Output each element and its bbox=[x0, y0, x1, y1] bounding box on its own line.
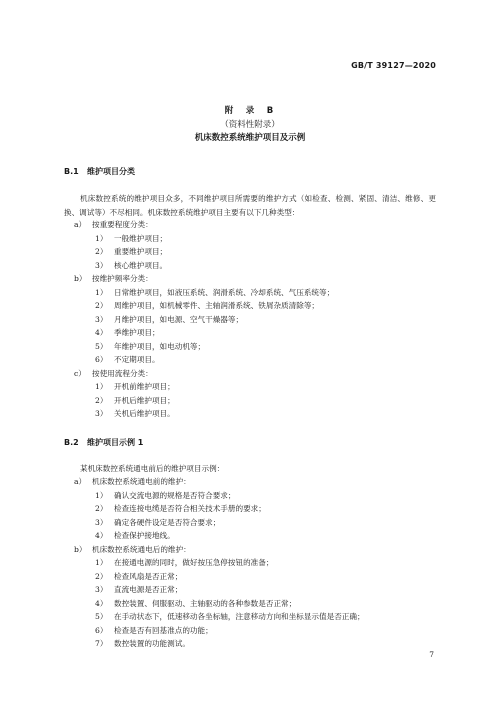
list-text: 按重要程度分类： bbox=[92, 220, 153, 229]
list-text: 不定期项目。 bbox=[114, 355, 160, 364]
list-item bbox=[0, 218, 440, 232]
list-text: 重要维护项目； bbox=[114, 247, 168, 256]
list-text: 周维护项目，如机械零件、主轴润滑系统、铁屑杂质清除等； bbox=[114, 301, 320, 310]
section-heading-b2 bbox=[64, 437, 143, 448]
list-marker: 1） bbox=[95, 382, 108, 391]
list-item bbox=[0, 624, 440, 638]
list-marker: 3） bbox=[95, 314, 108, 324]
list-marker: 5） bbox=[95, 341, 108, 351]
annex-type: （资料性附录） bbox=[220, 120, 280, 130]
list-item bbox=[0, 232, 440, 246]
list-text: 机床数控系统通电后的维护： bbox=[92, 544, 191, 554]
section-b2-intro: 某机床数控系统通电前后的维护项目示例： bbox=[80, 464, 225, 473]
list-text: 在接通电源的同时，做好按压急停按钮的准备； bbox=[114, 558, 274, 567]
list-item bbox=[0, 353, 440, 367]
annex-name: 机床数控系统维护项目及示例 bbox=[194, 133, 306, 143]
section-heading-b1 bbox=[64, 166, 135, 177]
list-item bbox=[0, 543, 440, 557]
list-text: 检查连接电缆是否符合相关技术手册的要求； bbox=[114, 504, 266, 513]
list-marker: a） bbox=[74, 220, 87, 229]
list-marker: 1） bbox=[95, 233, 108, 243]
list-item bbox=[0, 475, 440, 489]
list-marker: 1） bbox=[95, 558, 108, 567]
list-text: 直流电源是否正常； bbox=[114, 585, 183, 594]
list-marker: 3） bbox=[95, 517, 108, 527]
section-b2-list bbox=[0, 475, 440, 651]
list-text: 按使用流程分类： bbox=[92, 368, 153, 378]
list-text: 检查风扇是否正常； bbox=[114, 571, 183, 581]
list-marker: 6） bbox=[95, 625, 108, 635]
list-text: 开机后维护项目； bbox=[114, 395, 175, 405]
list-text: 检查保护接地线。 bbox=[114, 531, 175, 540]
section-title: 维护项目示例 1 bbox=[87, 438, 144, 447]
list-marker: b） bbox=[74, 544, 87, 554]
list-marker: 2） bbox=[95, 571, 108, 581]
list-marker: 4） bbox=[95, 598, 108, 608]
list-item bbox=[0, 245, 440, 259]
list-item bbox=[0, 286, 440, 300]
list-marker: 2） bbox=[95, 247, 108, 256]
section-number: B.2 bbox=[64, 438, 79, 447]
list-item bbox=[0, 502, 440, 516]
section-b1-intro: 机床数控系统的维护项目众多，不同维护项目所需要的维护方式（如检查、检测、紧固、清洁、维修、更换、调试等）不尽相同。机床数控系统维护项目主要有以下几种类型： bbox=[64, 194, 436, 217]
list-item bbox=[0, 556, 440, 570]
list-text: 开机前维护项目； bbox=[114, 382, 175, 391]
list-text: 月维护项目，如电源、空气干燥器等； bbox=[114, 314, 244, 324]
list-text: 确认交流电源的规格是否符合要求； bbox=[114, 490, 236, 500]
list-marker: c） bbox=[74, 368, 86, 378]
section-title: 维护项目分类 bbox=[87, 167, 135, 176]
list-item bbox=[0, 516, 440, 530]
list-marker: b） bbox=[74, 274, 87, 283]
list-item bbox=[0, 313, 440, 327]
list-marker: 7） bbox=[95, 639, 108, 648]
list-marker: 5） bbox=[95, 612, 108, 621]
list-item bbox=[0, 583, 440, 597]
list-item bbox=[0, 272, 440, 286]
list-text: 按维护频率分类： bbox=[92, 274, 153, 283]
standard-number: GB/T 39127—2020 bbox=[351, 61, 436, 70]
list-text: 检查是否有回基准点的功能； bbox=[114, 625, 213, 635]
list-item bbox=[0, 529, 440, 543]
list-marker: 2） bbox=[95, 395, 108, 405]
list-marker: a） bbox=[74, 477, 87, 486]
list-item bbox=[0, 394, 440, 408]
list-marker: 3） bbox=[95, 409, 108, 418]
list-item bbox=[0, 326, 440, 340]
list-marker: 3） bbox=[95, 260, 108, 270]
list-text: 季维护项目； bbox=[114, 328, 160, 337]
list-item bbox=[0, 597, 440, 611]
list-item bbox=[0, 367, 440, 381]
list-text: 确定各硬件设定是否符合要求； bbox=[114, 517, 221, 527]
list-marker: 2） bbox=[95, 504, 108, 513]
list-marker: 3） bbox=[95, 585, 108, 594]
page-number: 7 bbox=[429, 650, 434, 659]
list-item bbox=[0, 259, 440, 273]
annex-title: 附 录 B bbox=[224, 106, 276, 116]
list-text: 日常维护项目，如液压系统、润滑系统、冷却系统、气压系统等； bbox=[114, 287, 335, 297]
list-marker: 6） bbox=[95, 355, 108, 364]
list-text: 一般维护项目； bbox=[114, 233, 168, 243]
list-text: 年维护项目，如电动机等； bbox=[114, 341, 206, 351]
list-marker: 4） bbox=[95, 531, 108, 540]
list-marker: 1） bbox=[95, 287, 108, 297]
section-b1-list bbox=[0, 218, 440, 421]
list-item bbox=[0, 637, 440, 651]
list-text: 数控装置、伺服驱动、主轴驱动的各种参数是否正常； bbox=[114, 598, 297, 608]
list-text: 关机后维护项目。 bbox=[114, 409, 175, 418]
list-item bbox=[0, 489, 440, 503]
list-item bbox=[0, 570, 440, 584]
list-marker: 4） bbox=[95, 328, 108, 337]
list-text: 数控装置的功能测试。 bbox=[114, 639, 190, 648]
list-item bbox=[0, 407, 440, 421]
list-text: 机床数控系统通电前的维护： bbox=[92, 477, 191, 486]
list-marker: 2） bbox=[95, 301, 108, 310]
list-text: 核心维护项目。 bbox=[114, 260, 168, 270]
list-marker: 1） bbox=[95, 490, 108, 500]
list-item bbox=[0, 610, 440, 624]
list-item bbox=[0, 340, 440, 354]
list-text: 在手动状态下，低速移动各坐标轴，注意移动方向和坐标显示值是否正确； bbox=[114, 612, 365, 621]
section-number: B.1 bbox=[64, 167, 79, 176]
list-item bbox=[0, 380, 440, 394]
list-item bbox=[0, 299, 440, 313]
